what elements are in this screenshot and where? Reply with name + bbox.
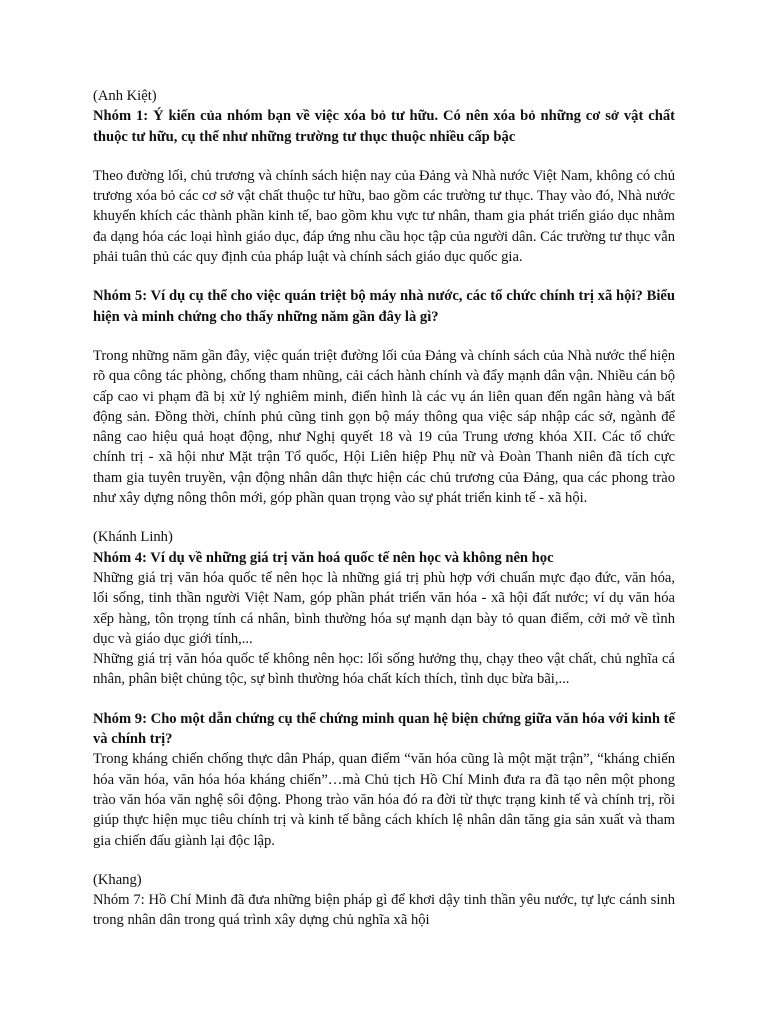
author-khanh-linh: (Khánh Linh) (93, 529, 173, 546)
question-nhom-9: Nhóm 9: Cho một dẫn chứng cụ thể chứng minh quan hệ biện chứng giữa văn hóa với kinh tế và chính trị? (93, 710, 675, 748)
paragraph-gap (93, 327, 675, 346)
paragraph-gap (93, 690, 675, 709)
answer-nhom-9: Trong kháng chiến chống thực dân Pháp, quan điểm “văn hóa cũng là một mặt trận”, “kháng chiến hóa văn hóa, văn hóa hóa kháng chiến”…mà Chủ tịch Hồ Chí Minh đưa ra đã tạo nên một phong trào văn hóa văn nghệ sôi động. Phong trào văn hóa đó ra đời từ thực trạng kinh tế và chính trị, rồi giúp thực hiện mục tiêu chính trị và kinh tế bằng cách khích lệ nhân dân tăng gia sản xuất và tham gia chiến đấu giành lại độc lập. (93, 751, 675, 849)
paragraph-gap (93, 147, 675, 166)
question-nhom-1: Nhóm 1: Ý kiến của nhóm bạn về việc xóa bỏ tư hữu. Có nên xóa bỏ những cơ sở vật chất thuộc tư hữu, cụ thể như những trường tư thục thuộc nhiều cấp bậc (93, 108, 675, 145)
answer-nhom-1: Theo đường lối, chủ trương và chính sách hiện nay của Đảng và Nhà nước Việt Nam, không có chủ trương xóa bỏ các cơ sở vật chất thuộc tư hữu, bao gồm các trường tư thục. Thay vào đó, Nhà nước khuyến khích các thành phần kinh tế, bao gồm khu vực tư nhân, tham gia phát triển giáo dục nhằm đa dạng hóa các loại hình giáo dục, đáp ứng nhu cầu học tập của người dân. Các trường tư thục vẫn phải tuân thủ các quy định của pháp luật và chính sách giáo dục quốc gia. (93, 167, 675, 266)
answer-nhom-5: Trong những năm gần đây, việc quán triệt đường lối của Đảng và chính sách của Nhà nước thể hiện rõ qua công tác phòng, chống tham nhũng, cải cách hành chính và đẩy mạnh dân vận. Nhiều cán bộ cấp cao vi phạm đã bị xử lý nghiêm minh, điển hình là các vụ án liên quan đến ngân hàng và bất động sản. Đồng thời, chính phủ cũng tinh gọn bộ máy thông qua việc sáp nhập các sở, ngành để nâng cao hiệu quả hoạt động, như Nghị quyết 18 và 19 của Trung ương khóa XII. Các tổ chức chính trị - xã hội như Mặt trận Tổ quốc, Hội Liên hiệp Phụ nữ và Đoàn Thanh niên đã tích cực tham gia tuyên truyền, vận động nhân dân thực hiện các chủ trương của Đảng, qua các phong trào như xây dựng nông thôn mới, góp phần quan trọng vào sự phát triển kinh tế - xã hội. (93, 347, 675, 507)
author-anh-kiet: (Anh Kiệt) (93, 88, 157, 104)
paragraph-gap (93, 267, 675, 286)
answer-nhom-4-should-not-learn: Những giá trị văn hóa quốc tế không nên học: lối sống hưởng thụ, chạy theo vật chất, chủ nghĩa cá nhân, phân biệt chủng tộc, sự bình thường hóa chất kích thích, tình dục bừa bãi,... (93, 651, 675, 688)
question-nhom-7: Nhóm 7: Hồ Chí Minh đã đưa những biện pháp gì để khơi dậy tinh thần yêu nước, tự lực cánh sinh trong nhân dân trong quá trình xây dựng chủ nghĩa xã hội (93, 892, 675, 929)
question-nhom-4: Nhóm 4: Ví dụ về những giá trị văn hoá quốc tế nên học và không nên học (93, 549, 554, 566)
paragraph-gap (93, 851, 675, 870)
question-nhom-5: Nhóm 5: Ví dụ cụ thể cho việc quán triệt bộ máy nhà nước, các tổ chức chính trị xã hội? Biểu hiện và minh chứng cho thấy những năm gần đây là gì? (93, 288, 675, 325)
answer-nhom-4-should-learn: Những giá trị văn hóa quốc tế nên học là những giá trị phù hợp với chuẩn mực đạo đức, văn hóa, lối sống, tinh thần người Việt Nam, góp phần phát triển văn hóa - xã hội đất nước; ví dụ văn hóa xếp hàng, tôn trọng tính cá nhân, bình thường hóa sự mạnh dạn bày tỏ quan điểm, cởi mở về tình dục và giáo dục giới tính,... (93, 569, 675, 647)
paragraph-gap (93, 508, 675, 527)
author-khang: (Khang) (93, 871, 142, 888)
